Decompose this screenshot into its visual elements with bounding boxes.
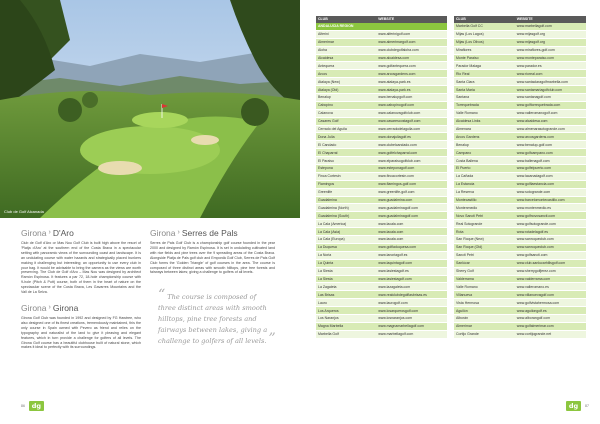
website-cell: www.lasiestagolf.com: [376, 275, 447, 283]
table-row: [454, 172, 586, 180]
table-row: [316, 94, 447, 102]
region-label: Girona: [21, 302, 47, 313]
club-cell: Cortijo Grande: [454, 330, 515, 338]
club-cell: Mijas (Los Lagos): [454, 30, 515, 38]
right-page: [300, 0, 600, 424]
table-row: [454, 243, 586, 251]
website-cell: www.clubdegolfaloha.com: [376, 46, 447, 54]
club-cell: Alcaidesa Links: [454, 117, 515, 125]
page-number: 87: [585, 404, 589, 408]
chevron-right-icon: ›: [48, 303, 51, 311]
table-row: [454, 259, 586, 267]
club-cell: San Roque (New): [454, 236, 515, 244]
quote-text: The course is composed of three distinct areas with smooth hilltops, pine tree forests and fairways between lakes, giving a challenge to golfers of all levels.: [158, 293, 268, 345]
table-row: [454, 54, 586, 62]
golf-clubs-table-2: [454, 16, 586, 339]
website-cell: www.greenlife-golf.com: [376, 188, 447, 196]
table-row: [454, 188, 586, 196]
website-cell: www.golfalmerimar.com: [515, 322, 586, 330]
club-cell: La Cala (Europa): [316, 236, 376, 244]
table-row: [316, 267, 447, 275]
club-cell: La Zagaleta: [316, 283, 376, 291]
column-header-club: CLUB: [316, 16, 376, 23]
club-cell: Real Sotogrande: [454, 220, 515, 228]
table-row: [454, 251, 586, 259]
website-cell: www.sanroqueclub.com: [515, 243, 586, 251]
table-row: [316, 133, 447, 141]
club-cell: Greenlife: [316, 188, 376, 196]
website-cell: www.rotadelagolf.es: [515, 228, 586, 236]
table-row: [316, 259, 447, 267]
table-row: [316, 188, 447, 196]
section-heading-daro: [21, 228, 141, 238]
club-cell: Los Arqueros: [316, 307, 376, 315]
section-title: D'Aro: [52, 228, 74, 238]
club-cell: Atalaya (Old): [316, 86, 376, 94]
website-cell: www.golfvistahermosa.com: [515, 299, 586, 307]
website-cell: www.mijasgolf.org: [515, 30, 586, 38]
table-row: [316, 125, 447, 133]
club-cell: Casares Golf: [316, 117, 376, 125]
website-cell: www.alborangolf.com: [515, 314, 586, 322]
table-row: [454, 46, 586, 54]
table-row: [454, 38, 586, 46]
table-row: [316, 251, 447, 259]
club-cell: Flamingos: [316, 180, 376, 188]
club-cell: Valderrama: [454, 275, 515, 283]
folio-left: [21, 401, 44, 411]
club-cell: Montecastillo: [454, 196, 515, 204]
website-cell: www.alferinigolf.com: [376, 30, 447, 38]
website-cell: www.lacala.com: [376, 236, 447, 244]
table-row: [454, 267, 586, 275]
table-row: [454, 165, 586, 173]
website-cell: www.mijasgolf.org: [515, 38, 586, 46]
section-label: ANDALUCIA REGION: [316, 23, 447, 31]
club-cell: Dona Julia: [316, 133, 376, 141]
region-label: Girona: [21, 228, 47, 238]
website-cell: www.santaclaragolfmarbella.com: [515, 78, 586, 86]
club-cell: Santa Maria: [454, 86, 515, 94]
club-cell: La Quinta: [316, 259, 376, 267]
website-cell: www.guadalminagolf.com: [376, 212, 447, 220]
table-row: [316, 228, 447, 236]
club-cell: La Noria: [316, 251, 376, 259]
club-cell: Almerimar: [454, 322, 515, 330]
website-cell: www.santanagolf.com: [515, 94, 586, 102]
club-cell: Villanueva: [454, 291, 515, 299]
website-cell: www.cortijogrande.net: [515, 330, 586, 338]
table-row: [454, 78, 586, 86]
table-row: [316, 70, 447, 78]
table-row: [316, 322, 447, 330]
club-cell: Valle Romano: [454, 109, 515, 117]
table-section-row: [316, 23, 447, 31]
table-row: [454, 283, 586, 291]
table-row: [454, 196, 586, 204]
club-cell: Marbella Golf: [316, 330, 376, 338]
website-cell: www.guadalmina.com: [376, 196, 447, 204]
table-row: [454, 30, 586, 38]
club-cell: Montenmedio: [454, 204, 515, 212]
table-row: [454, 133, 586, 141]
table-row: [316, 165, 447, 173]
website-cell: www.parador.es: [515, 62, 586, 70]
website-cell: www.lazagaleta.com: [376, 283, 447, 291]
club-cell: La Cala (Asia): [316, 228, 376, 236]
table-row: [316, 46, 447, 54]
website-cell: www.rioreal.com: [515, 70, 586, 78]
table-row: [316, 283, 447, 291]
website-cell: www.valleromanogolf.com: [515, 109, 586, 117]
website-cell: www.losnaranjos.com: [376, 314, 447, 322]
club-cell: Alcaidesa: [316, 54, 376, 62]
club-cell: Guadalmina (North): [316, 204, 376, 212]
right-column: [150, 228, 275, 283]
table-row: [454, 322, 586, 330]
website-cell: www.lacala.com: [376, 228, 447, 236]
website-cell: www.clubelcandado.com: [376, 141, 447, 149]
table-row: [454, 149, 586, 157]
open-quote-icon: “: [158, 287, 166, 303]
website-cell: www.guadalminagolf.com: [376, 204, 447, 212]
table-row: [454, 101, 586, 109]
website-cell: www.golfantequera.com: [376, 62, 447, 70]
website-cell: www.golfsotogrande.com: [515, 220, 586, 228]
table-row: [454, 275, 586, 283]
column-header-club: CLUB: [454, 16, 515, 23]
section-title: Girona: [52, 302, 79, 313]
website-cell: www.lanoriagolf.es: [376, 251, 447, 259]
club-cell: Arcos Gardens: [454, 133, 515, 141]
club-cell: Parador Malaga: [454, 62, 515, 70]
club-cell: Sanlúcar: [454, 259, 515, 267]
table-row: [316, 86, 447, 94]
club-cell: Torrequebrada: [454, 101, 515, 109]
table-row: [316, 180, 447, 188]
table-row: [454, 212, 586, 220]
club-cell: Guadalmina: [316, 196, 376, 204]
section-text-girona: Girona Golf Club was founded in 1992 and designed by FG Hawtree, who also designed one of its finest creations, tremendously maintained, this the only course in Spain owned with Pevero as friend and relies on the typography and naturalist of the land to give it pleasing and elegant features, which in turn provide a challenge for golfers of all levels. The Girona Golf course has a beautiful clubhouse built of natural stone, which makes it ideal to perfectly with its surroundings.: [21, 315, 141, 350]
website-cell: www.alcaidesa.com: [515, 117, 586, 125]
golf-clubs-table-1: [316, 16, 447, 339]
club-cell: La Estancia: [454, 180, 515, 188]
website-cell: www.valderrama.com: [515, 275, 586, 283]
club-cell: El Paraiso: [316, 157, 376, 165]
close-quote-icon: ”: [268, 331, 276, 347]
club-cell: Magna Marbella: [316, 322, 376, 330]
table-row: [316, 204, 447, 212]
table-row: [454, 299, 586, 307]
website-cell: www.golflaestancia.com: [515, 180, 586, 188]
club-cell: La Reserva: [454, 188, 515, 196]
club-cell: Mijas (Los Olivos): [454, 38, 515, 46]
club-cell: Cabopino: [316, 101, 376, 109]
website-cell: www.marbellagolf.com: [376, 330, 447, 338]
table-row: [454, 86, 586, 94]
table-row: [316, 314, 447, 322]
column-header-website: WEBSITE: [515, 16, 586, 23]
club-cell: Estepona: [316, 165, 376, 173]
table-row: [454, 228, 586, 236]
website-cell: www.sanroqueclub.com: [515, 236, 586, 244]
website-cell: www.golftorrequebrada.com: [515, 101, 586, 109]
club-cell: El Candado: [316, 141, 376, 149]
website-cell: www.almenarasotogrande.com: [515, 125, 586, 133]
table-row: [454, 157, 586, 165]
website-cell: www.laurogolf.com: [376, 299, 447, 307]
club-cell: Benalup: [454, 141, 515, 149]
club-cell: Santa Clara: [454, 78, 515, 86]
table-row: [316, 307, 447, 315]
club-cell: San Roque (Old): [454, 243, 515, 251]
website-cell: www.golfsancti.com: [515, 251, 586, 259]
club-cell: Costa Ballena: [454, 157, 515, 165]
region-label: Girona: [150, 228, 176, 238]
website-cell: www.monteparaiso.com: [515, 54, 586, 62]
website-cell: www.arcosgardens.com: [376, 70, 447, 78]
club-cell: La Cala (America): [316, 220, 376, 228]
website-cell: www.sherrygolfjerez.com: [515, 267, 586, 275]
table-row: [316, 172, 447, 180]
club-cell: Finca Cortesin: [316, 172, 376, 180]
club-cell: Valle Romano: [454, 283, 515, 291]
table-row: [454, 236, 586, 244]
table-row: [454, 220, 586, 228]
column-header-website: WEBSITE: [376, 16, 447, 23]
table-row: [316, 54, 447, 62]
website-cell: www.cerradodelaguila.com: [376, 125, 447, 133]
website-cell: www.fincacortesin.com: [376, 172, 447, 180]
club-cell: Rio Real: [454, 70, 515, 78]
website-cell: www.flamingos-golf.com: [376, 180, 447, 188]
club-cell: Benalup: [316, 94, 376, 102]
club-cell: Campano: [454, 149, 515, 157]
website-cell: www.golfcampano.com: [515, 149, 586, 157]
website-cell: www.laquintagolf.com: [376, 259, 447, 267]
website-cell: www.esteponagolf.com: [376, 165, 447, 173]
section-heading-girona: [21, 303, 141, 313]
club-cell: Rota: [454, 228, 515, 236]
club-cell: Arcos: [316, 70, 376, 78]
photo-caption: Club de Golf Alcanada: [4, 209, 44, 214]
website-cell: www.almerimargolf.com: [376, 38, 447, 46]
club-cell: La Siesta: [316, 267, 376, 275]
website-cell: www.magnamarbellagolf.com: [376, 322, 447, 330]
club-cell: Las Brisas: [316, 291, 376, 299]
table-row: [316, 330, 447, 338]
club-cell: La Siesta: [316, 275, 376, 283]
club-cell: Vista Hermosa: [454, 299, 515, 307]
table-row: [454, 307, 586, 315]
table-row: [454, 291, 586, 299]
table-row: [454, 62, 586, 70]
table-row: [316, 196, 447, 204]
club-cell: Monte Paraiso: [454, 54, 515, 62]
website-cell: www.sotogrande.com: [515, 188, 586, 196]
website-cell: www.marbellagolf.com: [515, 23, 586, 31]
website-cell: www.aguilongolf.es: [515, 307, 586, 315]
club-cell: Sancti Petri: [454, 251, 515, 259]
magazine-logo: dg: [566, 401, 581, 411]
club-cell: Antequera: [316, 62, 376, 70]
table-row: [316, 117, 447, 125]
website-cell: www.lacanadagolf.com: [515, 172, 586, 180]
website-cell: www.elparaisogolfclub.com: [376, 157, 447, 165]
website-cell: www.lacala.com: [376, 220, 447, 228]
pull-quote: [158, 287, 276, 347]
chevron-right-icon: ›: [48, 229, 51, 236]
club-cell: Santana: [454, 94, 515, 102]
table-row: [316, 62, 447, 70]
club-cell: Miraflores: [454, 46, 515, 54]
golf-course-photo: [0, 0, 300, 218]
website-cell: www.miraflores-golf.com: [515, 46, 586, 54]
website-cell: www.atalaya-park.es: [376, 78, 447, 86]
table-row: [454, 330, 586, 338]
website-cell: www.barcelomontecastillo.com: [515, 196, 586, 204]
club-cell: Marbella Golf CC: [454, 23, 515, 31]
club-cell: Alferini: [316, 30, 376, 38]
club-cell: Almenara: [454, 125, 515, 133]
table-row: [316, 220, 447, 228]
table-row: [316, 291, 447, 299]
table-row: [454, 23, 586, 31]
website-cell: www.golfelchaparral.com: [376, 149, 447, 157]
website-cell: www.benalup-golf.com: [515, 141, 586, 149]
section-title: Serres de Pals: [181, 228, 238, 238]
website-cell: www.montenmedio.es: [515, 204, 586, 212]
table-row: [454, 204, 586, 212]
table-row: [316, 236, 447, 244]
section-text-daro: Club de Golf d'Aro or Mas Nou Golf Club is built high above the resort of 'Platja d'Aro' at the southern end of the Costa Brava in a spectacular setting with panoramic views of the surrounding coast and landscape. It is an undulating course with water hazards and strategically placed bunkers making it challenging but interesting; an opportunity to use every club in your bag. It would be advisable to bring the camera as the views are worth preserving. The Club de Golf d'Aro – Mas Nou was designed by architect Ramón Espinosa. It features a par 72, 18-hole championship course with 9-hole (Pitch & Putt) course, both of them in the heart of nature on the spectacular scene of the Costa Brava, Les Gavarres Mountains and the Vall de La Selva.: [21, 241, 141, 295]
table-row: [316, 101, 447, 109]
website-cell: www.atalaya-park.es: [376, 86, 447, 94]
website-cell: www.realclubdegolflasbrisas.es: [376, 291, 447, 299]
table-row: [454, 125, 586, 133]
club-cell: Novo Sancti Petri: [454, 212, 515, 220]
folio-right: [566, 401, 589, 411]
left-column: [21, 228, 141, 358]
section-heading-serres-de-pals: [150, 228, 275, 238]
club-cell: La Cañada: [454, 172, 515, 180]
website-cell: www.golfelpuerto.com: [515, 165, 586, 173]
website-cell: www.casarescostagolf.com: [376, 117, 447, 125]
club-cell: Almerimar: [316, 38, 376, 46]
website-cell: www.donajuliagolf.es: [376, 133, 447, 141]
table-row: [316, 141, 447, 149]
website-cell: www.lasiestagolf.es: [376, 267, 447, 275]
club-cell: Aguilón: [454, 307, 515, 315]
club-cell: Sherry Golf: [454, 267, 515, 275]
table-row: [454, 180, 586, 188]
website-cell: www.golfladuquesa.com: [376, 243, 447, 251]
table-row: [454, 117, 586, 125]
table-row: [316, 243, 447, 251]
table-row: [316, 299, 447, 307]
table-row: [316, 157, 447, 165]
table-row: [454, 70, 586, 78]
club-cell: Cerrado del Aguila: [316, 125, 376, 133]
club-cell: Calanova: [316, 109, 376, 117]
club-cell: La Duquesa: [316, 243, 376, 251]
table-row: [316, 38, 447, 46]
table-row: [454, 109, 586, 117]
chevron-right-icon: ›: [177, 229, 180, 236]
section-text-serres-de-pals: Serres de Pals Golf Club is a championship golf course founded in the year 2000 and designed by Ramón Espinosa. It is set in undulating cultivated land with rice fields and pine trees over the 9 spreading areas of the Costa Brava. Alongside Platja de Pals golf club and Empordà Golf Club, Serres de Pals Golf Club forms the 'Golden Triangle' of golf courses in the area. The course is composed of three distinct areas with smooth hilltops, pine tree forests and fairways between lakes; giving a challenge to golfers of all levels.: [150, 241, 275, 275]
magazine-logo: dg: [29, 401, 44, 411]
table-row: [316, 30, 447, 38]
website-cell: www.arcosgardens.com: [515, 133, 586, 141]
table-row: [454, 141, 586, 149]
website-cell: www.ballenagolf.com: [515, 157, 586, 165]
club-cell: Lauro: [316, 299, 376, 307]
website-cell: www.villanuevagolf.com: [515, 291, 586, 299]
table-row: [454, 314, 586, 322]
website-cell: www.calanovagolfclub.com: [376, 109, 447, 117]
website-cell: www.benalupgolf.com: [376, 94, 447, 102]
club-cell: Los Naranjos: [316, 314, 376, 322]
website-cell: www.valleromano.es: [515, 283, 586, 291]
club-cell: El Chaparral: [316, 149, 376, 157]
club-cell: Alborán: [454, 314, 515, 322]
page-number: 86: [21, 404, 25, 408]
website-cell: www.club-sanlucarhillsgolf.com: [515, 259, 586, 267]
club-cell: Guadalmina (South): [316, 212, 376, 220]
club-cell: Atalaya (New): [316, 78, 376, 86]
website-cell: www.santamariagolfclub.com: [515, 86, 586, 94]
website-cell: www.losarquerosgolf.com: [376, 307, 447, 315]
table-row: [316, 212, 447, 220]
table-row: [316, 149, 447, 157]
website-cell: www.cabopinogolf.com: [376, 101, 447, 109]
website-cell: www.alcaidesa.com: [376, 54, 447, 62]
table-row: [316, 109, 447, 117]
table-row: [454, 94, 586, 102]
club-cell: Aloha: [316, 46, 376, 54]
table-row: [316, 78, 447, 86]
website-cell: www.golfnovosancti.com: [515, 212, 586, 220]
club-cell: El Puerto: [454, 165, 515, 173]
table-row: [316, 275, 447, 283]
